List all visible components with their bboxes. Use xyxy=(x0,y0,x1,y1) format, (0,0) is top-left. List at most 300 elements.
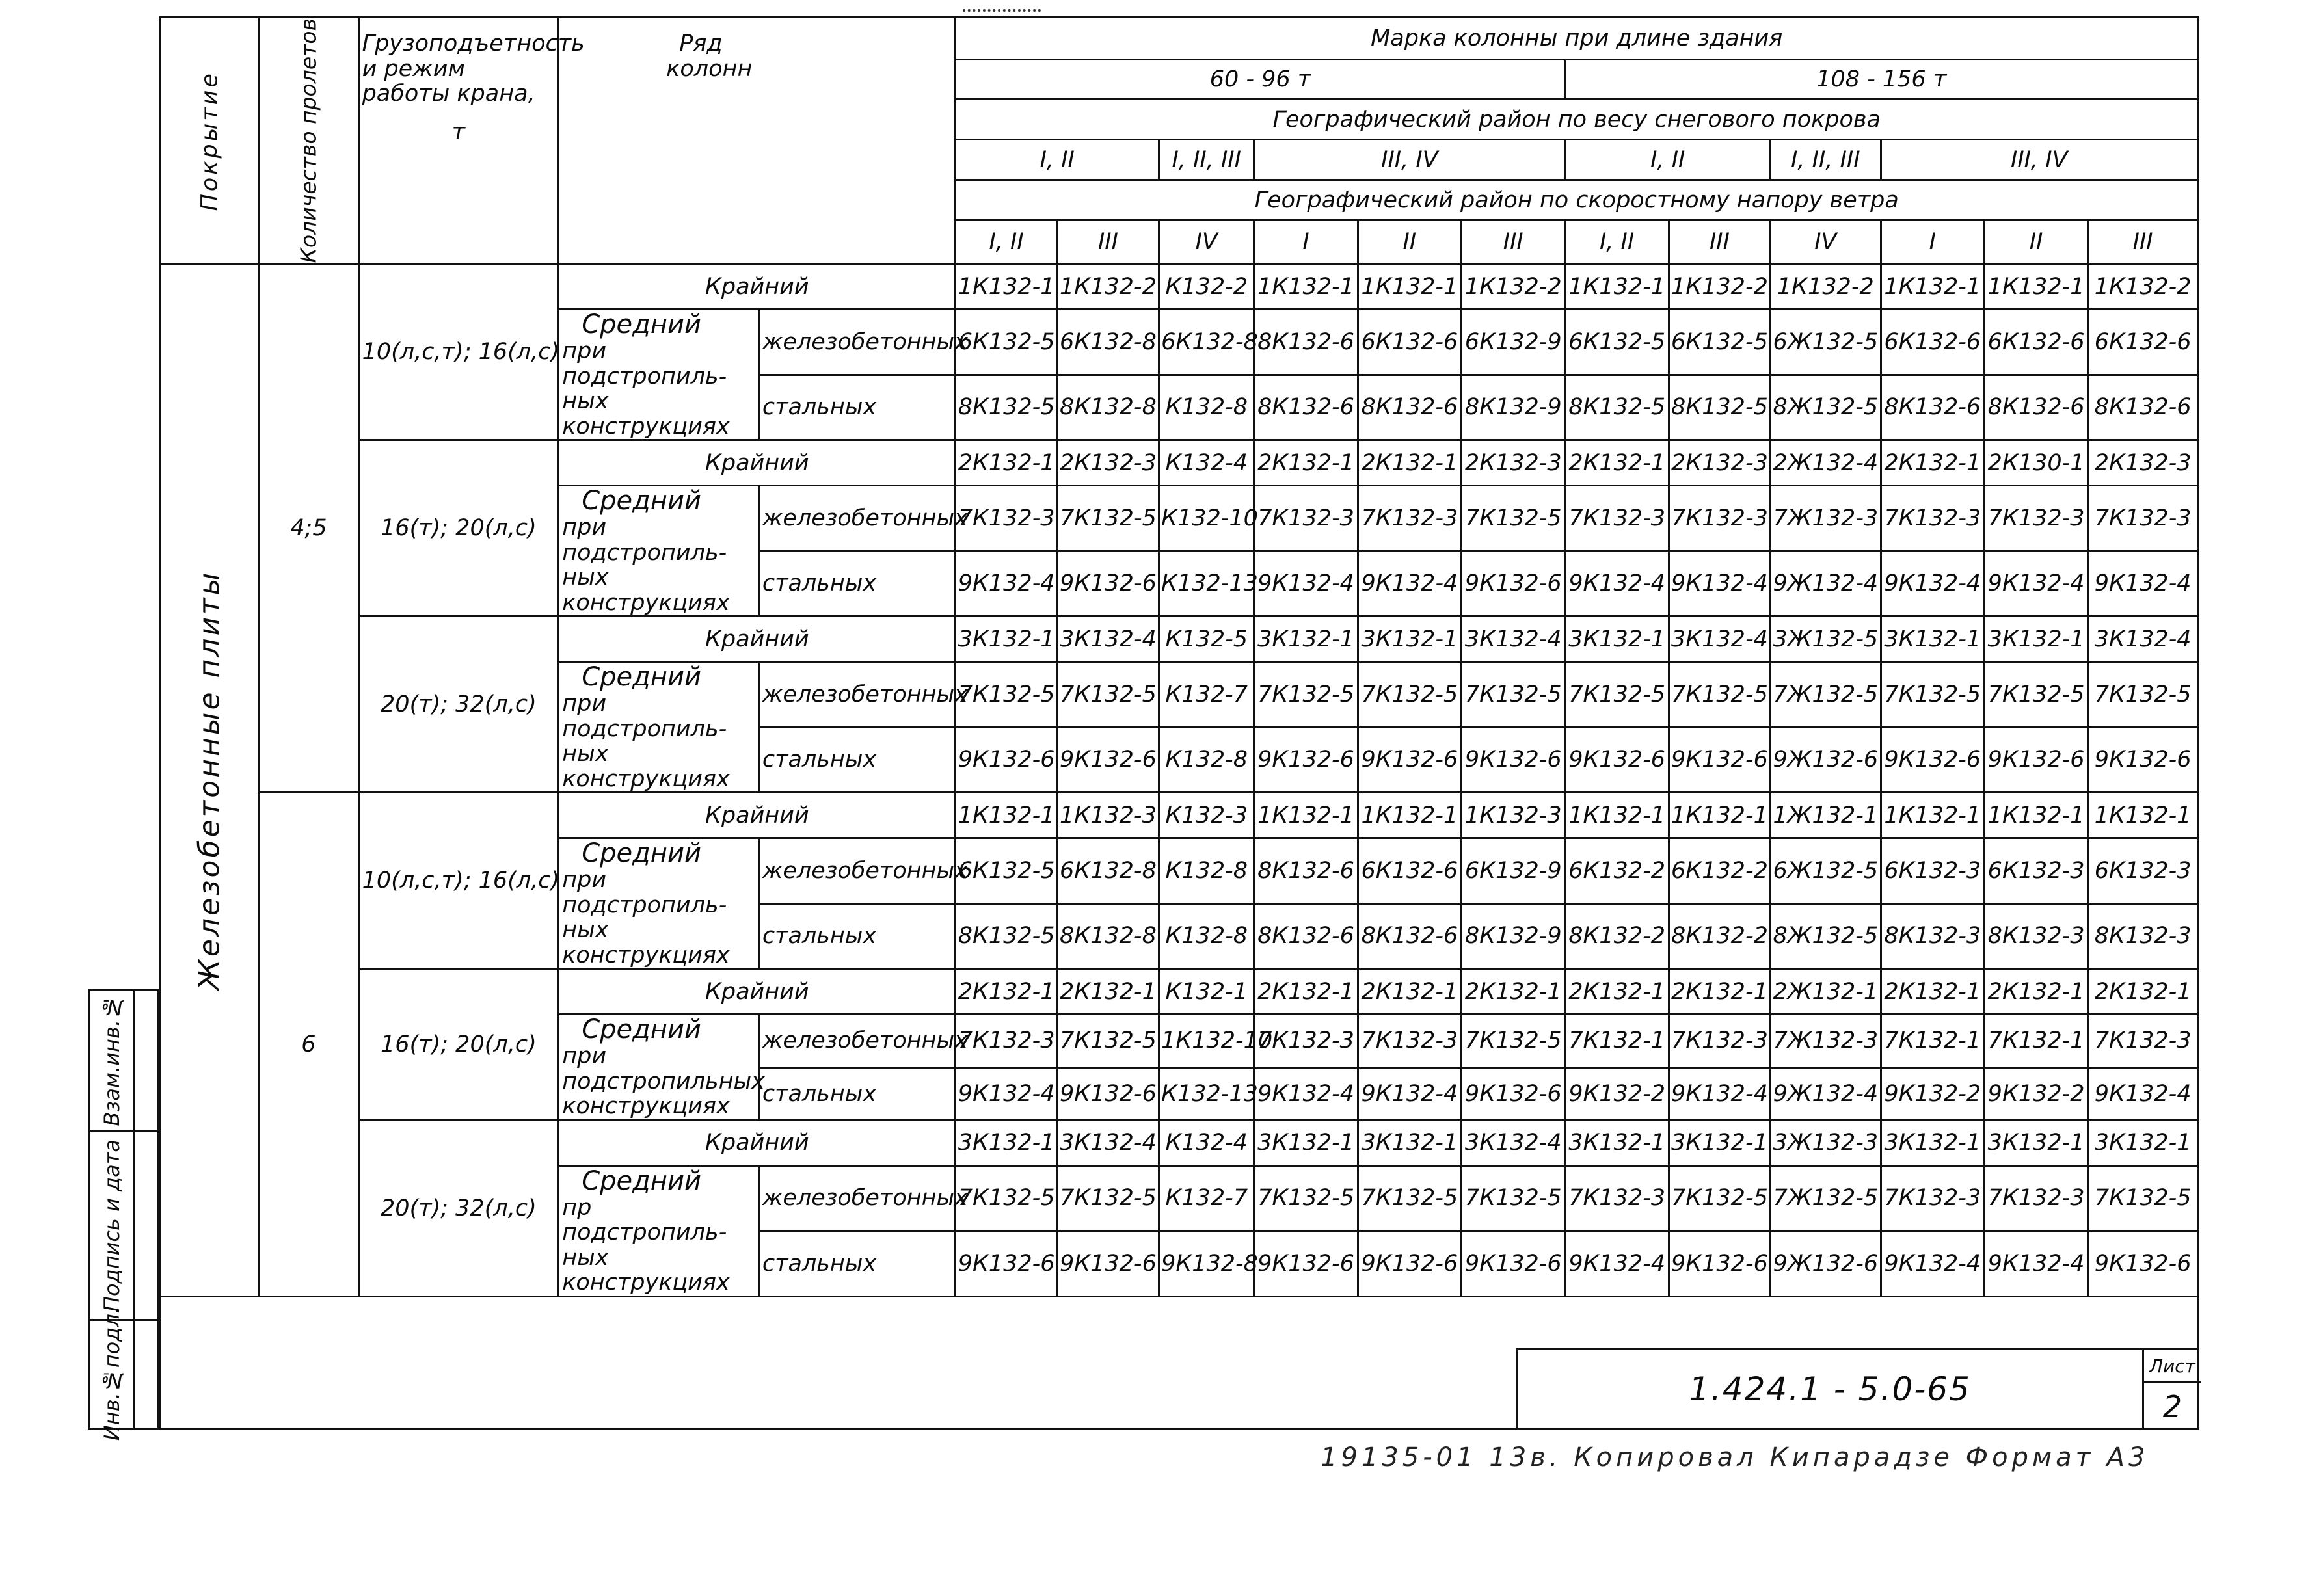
mark-krai-4: 1К132-1 xyxy=(1254,793,1358,838)
mark-zhb-8: 7К132-3 xyxy=(1669,1015,1770,1067)
sred-qualifier-1: пр подстропиль- xyxy=(562,1194,727,1246)
mark-zhb-5: 7К132-3 xyxy=(1358,486,1461,552)
mark-krai-10: 1К132-1 xyxy=(1881,264,1984,310)
mark-krai-4: 2К132-1 xyxy=(1254,440,1358,486)
stamp-inv xyxy=(90,1307,157,1441)
sred-label: Средний xyxy=(582,486,701,516)
header-wind-4: I xyxy=(1254,220,1358,264)
mark-krai-9: 1Ж132-1 xyxy=(1771,793,1881,838)
mark-stal-3: К132-13 xyxy=(1159,1067,1254,1120)
material-zhb: железобетонных xyxy=(758,1165,956,1231)
mark-krai-5: 3К132-1 xyxy=(1358,617,1461,662)
mark-krai-2: 2К132-1 xyxy=(1057,969,1159,1015)
mark-stal-10: 9К132-2 xyxy=(1881,1067,1984,1120)
mark-krai-1: 3К132-1 xyxy=(956,1120,1057,1165)
mark-stal-12: 9К132-6 xyxy=(2088,727,2198,793)
crane-capacity: 16(т); 20(л,с) xyxy=(358,440,559,617)
mark-stal-2: 9К132-6 xyxy=(1057,727,1159,793)
mark-stal-5: 9К132-4 xyxy=(1358,1067,1461,1120)
mark-zhb-12: 7К132-3 xyxy=(2088,1015,2198,1067)
mark-zhb-2: 7К132-5 xyxy=(1057,662,1159,728)
mark-zhb-7: 6К132-2 xyxy=(1565,838,1669,904)
mark-stal-12: 9К132-6 xyxy=(2088,1231,2198,1297)
sred-qualifier-2: ных конструкциях xyxy=(562,1244,730,1296)
footer-text: 19135-01 13в. Копировал Кипарадзе Формат А3 xyxy=(1321,1443,2149,1472)
mark-stal-3: К132-8 xyxy=(1159,727,1254,793)
mark-krai-7: 1К132-1 xyxy=(1565,264,1669,310)
mark-zhb-1: 7К132-3 xyxy=(956,486,1057,552)
mark-zhb-8: 7К132-5 xyxy=(1669,1165,1770,1231)
mark-stal-5: 9К132-6 xyxy=(1358,727,1461,793)
mark-zhb-7: 6К132-5 xyxy=(1565,310,1669,375)
mark-stal-11: 9К132-4 xyxy=(1984,551,2087,617)
mark-stal-10: 8К132-3 xyxy=(1881,903,1984,969)
mark-stal-7: 9К132-2 xyxy=(1565,1067,1669,1120)
header-wind-9: IV xyxy=(1771,220,1881,264)
mark-zhb-8: 6К132-5 xyxy=(1669,310,1770,375)
material-stal: стальных xyxy=(758,1067,956,1120)
mark-krai-1: 3К132-1 xyxy=(956,617,1057,662)
mark-krai-6: 2К132-1 xyxy=(1462,969,1565,1015)
mark-stal-7: 8К132-5 xyxy=(1565,375,1669,440)
mark-krai-7: 3К132-1 xyxy=(1565,617,1669,662)
mark-zhb-6: 7К132-5 xyxy=(1462,1015,1565,1067)
mark-zhb-12: 7К132-5 xyxy=(2088,1165,2198,1231)
mark-zhb-12: 7К132-3 xyxy=(2088,486,2198,552)
mark-zhb-1: 7К132-5 xyxy=(956,662,1057,728)
sheet-number: 2 xyxy=(2162,1389,2182,1424)
mark-zhb-8: 6К132-2 xyxy=(1669,838,1770,904)
sred-qualifier-2: конструкциях xyxy=(562,1093,730,1120)
header-snow-3: III, IV xyxy=(1254,140,1565,180)
stamp-podpis xyxy=(90,1132,157,1321)
header-ryad-line1: Ряд xyxy=(679,31,723,57)
mark-stal-6: 8К132-9 xyxy=(1462,375,1565,440)
row-label-sred xyxy=(559,486,759,617)
mark-stal-9: 8Ж132-5 xyxy=(1771,375,1881,440)
sred-qualifier-1: при подстропиль- xyxy=(562,691,727,742)
sred-qualifier-1: при подстропиль- xyxy=(562,338,727,390)
mark-zhb-4: 8К132-6 xyxy=(1254,838,1358,904)
mark-stal-9: 9Ж132-6 xyxy=(1771,1231,1881,1297)
mark-krai-5: 1К132-1 xyxy=(1358,793,1461,838)
stamp-inv-label: Инв.№подл. xyxy=(99,1307,124,1441)
header-length-60-96: 60 - 96 т xyxy=(956,59,1565,100)
mark-krai-8: 3К132-1 xyxy=(1669,1120,1770,1165)
mark-stal-11: 9К132-6 xyxy=(1984,727,2087,793)
mark-stal-6: 9К132-6 xyxy=(1462,727,1565,793)
mark-stal-1: 8К132-5 xyxy=(956,903,1057,969)
header-wind-3: IV xyxy=(1159,220,1254,264)
header-wind-10: I xyxy=(1881,220,1984,264)
header-gruz xyxy=(358,18,585,264)
mark-krai-4: 3К132-1 xyxy=(1254,617,1358,662)
mark-zhb-7: 7К132-5 xyxy=(1565,662,1669,728)
mark-stal-11: 9К132-2 xyxy=(1984,1067,2087,1120)
mark-zhb-8: 7К132-3 xyxy=(1669,486,1770,552)
mark-stal-11: 8К132-6 xyxy=(1984,375,2087,440)
mark-zhb-10: 6К132-3 xyxy=(1881,838,1984,904)
row-label-krai: Крайний xyxy=(559,440,956,486)
header-length-108-156: 108 - 156 т xyxy=(1565,59,2198,100)
stamp-vzam xyxy=(90,991,157,1132)
mark-zhb-5: 6К132-6 xyxy=(1358,310,1461,375)
mark-zhb-6: 7К132-5 xyxy=(1462,662,1565,728)
mark-zhb-5: 7К132-5 xyxy=(1358,662,1461,728)
mark-zhb-2: 6К132-8 xyxy=(1057,838,1159,904)
mark-stal-9: 9Ж132-4 xyxy=(1771,551,1881,617)
material-stal: стальных xyxy=(758,1231,956,1297)
mark-zhb-5: 7К132-3 xyxy=(1358,1015,1461,1067)
stamp-podpis-label: Подпись и дата xyxy=(99,1139,124,1312)
mark-zhb-3: К132-7 xyxy=(1159,662,1254,728)
crane-capacity: 10(л,с,т); 16(л,с) xyxy=(358,793,559,969)
mark-zhb-10: 7К132-3 xyxy=(1881,1165,1984,1231)
mark-zhb-12: 6К132-3 xyxy=(2088,838,2198,904)
mark-krai-5: 3К132-1 xyxy=(1358,1120,1461,1165)
mark-krai-8: 1К132-1 xyxy=(1669,793,1770,838)
mark-zhb-11: 6К132-3 xyxy=(1984,838,2087,904)
mark-zhb-11: 7К132-5 xyxy=(1984,662,2087,728)
header-wind-5: II xyxy=(1358,220,1461,264)
mark-stal-12: 8К132-6 xyxy=(2088,375,2198,440)
mark-krai-6: 3К132-4 xyxy=(1462,1120,1565,1165)
mark-krai-1: 1К132-1 xyxy=(956,264,1057,310)
mark-zhb-2: 7К132-5 xyxy=(1057,486,1159,552)
title-block xyxy=(1516,1348,2199,1430)
mark-stal-4: 9К132-4 xyxy=(1254,1067,1358,1120)
mark-zhb-10: 6К132-6 xyxy=(1881,310,1984,375)
mark-stal-8: 9К132-4 xyxy=(1669,551,1770,617)
mark-zhb-1: 6К132-5 xyxy=(956,310,1057,375)
material-zhb: железобетонных xyxy=(758,662,956,728)
header-wind-7: I, II xyxy=(1565,220,1669,264)
mark-krai-8: 2К132-1 xyxy=(1669,969,1770,1015)
header-gruz-line3: работы крана, xyxy=(362,81,535,107)
mark-krai-2: 2К132-3 xyxy=(1057,440,1159,486)
mark-krai-12: 1К132-1 xyxy=(2088,793,2198,838)
mark-stal-6: 9К132-6 xyxy=(1462,551,1565,617)
mark-krai-9: 3Ж132-3 xyxy=(1771,1120,1881,1165)
mark-zhb-9: 7Ж132-3 xyxy=(1771,1015,1881,1067)
mark-krai-2: 1К132-2 xyxy=(1057,264,1159,310)
mark-krai-11: 3К132-1 xyxy=(1984,617,2087,662)
mark-stal-8: 8К132-2 xyxy=(1669,903,1770,969)
mark-stal-4: 9К132-4 xyxy=(1254,551,1358,617)
mark-stal-8: 9К132-6 xyxy=(1669,1231,1770,1297)
header-wind-8: III xyxy=(1669,220,1770,264)
header-wind-11: II xyxy=(1984,220,2087,264)
material-stal: стальных xyxy=(758,727,956,793)
stamp-vzam-label: Взам.инв.№ xyxy=(99,994,124,1126)
header-wind-title: Географический район по скоростному напору ветра xyxy=(956,180,2198,220)
row-label-krai: Крайний xyxy=(559,264,956,310)
stamp-side xyxy=(88,989,159,1441)
mark-stal-9: 9Ж132-6 xyxy=(1771,727,1881,793)
header-wind-12: III xyxy=(2088,220,2198,264)
mark-stal-4: 9К132-6 xyxy=(1254,727,1358,793)
mark-krai-12: 2К132-3 xyxy=(2088,440,2198,486)
mark-zhb-2: 7К132-5 xyxy=(1057,1165,1159,1231)
sred-label: Средний xyxy=(582,838,701,869)
sred-qualifier-2: ных конструкциях xyxy=(562,565,730,616)
mark-krai-8: 1К132-2 xyxy=(1669,264,1770,310)
mark-stal-7: 9К132-4 xyxy=(1565,1231,1669,1297)
mark-krai-4: 1К132-1 xyxy=(1254,264,1358,310)
mark-stal-4: 8К132-6 xyxy=(1254,903,1358,969)
row-label-krai: Крайний xyxy=(559,793,956,838)
crane-capacity: 16(т); 20(л,с) xyxy=(358,969,559,1121)
mark-zhb-11: 7К132-1 xyxy=(1984,1015,2087,1067)
sred-qualifier-2: ных конструкциях xyxy=(562,388,730,440)
sheet-label: Лист xyxy=(2144,1350,2201,1383)
mark-stal-4: 9К132-6 xyxy=(1254,1231,1358,1297)
header-ryad-line2: колонн xyxy=(666,55,753,82)
mark-zhb-1: 7К132-5 xyxy=(956,1165,1057,1231)
top-mark xyxy=(963,9,1041,16)
mark-krai-12: 3К132-1 xyxy=(2088,1120,2198,1165)
mark-stal-3: К132-8 xyxy=(1159,903,1254,969)
crane-capacity: 20(т); 32(л,с) xyxy=(358,1120,559,1296)
mark-stal-1: 9К132-6 xyxy=(956,727,1057,793)
mark-zhb-3: К132-8 xyxy=(1159,838,1254,904)
mark-zhb-5: 6К132-6 xyxy=(1358,838,1461,904)
mark-stal-2: 8К132-8 xyxy=(1057,375,1159,440)
mark-krai-3: К132-4 xyxy=(1159,1120,1254,1165)
mark-stal-2: 8К132-8 xyxy=(1057,903,1159,969)
mark-krai-7: 2К132-1 xyxy=(1565,440,1669,486)
mark-zhb-8: 7К132-5 xyxy=(1669,662,1770,728)
mark-krai-3: К132-1 xyxy=(1159,969,1254,1015)
mark-zhb-9: 7Ж132-3 xyxy=(1771,486,1881,552)
header-wind-1: I, II xyxy=(956,220,1057,264)
mark-krai-9: 2Ж132-4 xyxy=(1771,440,1881,486)
mark-zhb-11: 7К132-3 xyxy=(1984,1165,2087,1231)
material-stal: стальных xyxy=(758,375,956,440)
mark-zhb-12: 6К132-6 xyxy=(2088,310,2198,375)
row-label-sred xyxy=(559,838,759,969)
mark-krai-9: 2Ж132-1 xyxy=(1771,969,1881,1015)
mark-zhb-3: К132-7 xyxy=(1159,1165,1254,1231)
mark-krai-7: 3К132-1 xyxy=(1565,1120,1669,1165)
mark-stal-12: 9К132-4 xyxy=(2088,1067,2198,1120)
mark-krai-12: 2К132-1 xyxy=(2088,969,2198,1015)
header-gruz-unit: т xyxy=(451,118,466,145)
mark-krai-3: К132-4 xyxy=(1159,440,1254,486)
header-pokrytie: Покрытие xyxy=(161,18,259,264)
mark-krai-3: К132-3 xyxy=(1159,793,1254,838)
mark-zhb-1: 7К132-3 xyxy=(956,1015,1057,1067)
mark-krai-5: 2К132-1 xyxy=(1358,440,1461,486)
mark-zhb-7: 7К132-3 xyxy=(1565,486,1669,552)
mark-krai-11: 3К132-1 xyxy=(1984,1120,2087,1165)
mark-krai-9: 3Ж132-5 xyxy=(1771,617,1881,662)
header-ryad xyxy=(559,18,956,264)
mark-zhb-4: 7К132-3 xyxy=(1254,486,1358,552)
mark-krai-11: 2К132-1 xyxy=(1984,969,2087,1015)
mark-zhb-4: 8К132-6 xyxy=(1254,310,1358,375)
header-snow-5: I, II, III xyxy=(1771,140,1881,180)
mark-zhb-9: 7Ж132-5 xyxy=(1771,662,1881,728)
mark-zhb-6: 6К132-9 xyxy=(1462,310,1565,375)
header-wind-6: III xyxy=(1462,220,1565,264)
mark-stal-8: 9К132-4 xyxy=(1669,1067,1770,1120)
mark-zhb-3: К132-10 xyxy=(1159,486,1254,552)
header-kolichestvo: Количество пролетов xyxy=(259,18,358,264)
mark-krai-6: 1К132-2 xyxy=(1462,264,1565,310)
mark-krai-6: 1К132-3 xyxy=(1462,793,1565,838)
sred-label: Средний xyxy=(582,310,701,340)
mark-stal-10: 8К132-6 xyxy=(1881,375,1984,440)
mark-stal-2: 9К132-6 xyxy=(1057,1067,1159,1120)
crane-capacity: 20(т); 32(л,с) xyxy=(358,617,559,793)
sred-qualifier-1: при подстропиль- xyxy=(562,514,727,566)
mark-stal-5: 8К132-6 xyxy=(1358,903,1461,969)
mark-stal-9: 9Ж132-4 xyxy=(1771,1067,1881,1120)
mark-zhb-3: 1К132-10 xyxy=(1159,1015,1254,1067)
mark-krai-2: 1К132-3 xyxy=(1057,793,1159,838)
mark-zhb-6: 7К132-5 xyxy=(1462,486,1565,552)
mark-stal-10: 9К132-6 xyxy=(1881,727,1984,793)
row-label-sred xyxy=(559,310,759,440)
mark-krai-8: 2К132-3 xyxy=(1669,440,1770,486)
mark-krai-10: 2К132-1 xyxy=(1881,969,1984,1015)
mark-krai-11: 1К132-1 xyxy=(1984,793,2087,838)
row-label-krai: Крайний xyxy=(559,969,956,1015)
stamp-podpis-label-box xyxy=(90,1132,135,1319)
mark-krai-4: 2К132-1 xyxy=(1254,969,1358,1015)
mark-zhb-7: 7К132-3 xyxy=(1565,1165,1669,1231)
mark-krai-3: К132-2 xyxy=(1159,264,1254,310)
mark-stal-5: 9К132-4 xyxy=(1358,551,1461,617)
mark-zhb-10: 7К132-5 xyxy=(1881,662,1984,728)
sred-label: Средний xyxy=(582,1015,701,1045)
mark-stal-5: 8К132-6 xyxy=(1358,375,1461,440)
header-gruz-line1: Грузоподъетность xyxy=(362,31,585,57)
sred-qualifier-2: ных конструкциях xyxy=(562,917,730,968)
mark-stal-9: 8Ж132-5 xyxy=(1771,903,1881,969)
sred-label: Средний xyxy=(582,662,701,693)
mark-stal-6: 9К132-6 xyxy=(1462,1231,1565,1297)
mark-zhb-2: 6К132-8 xyxy=(1057,310,1159,375)
header-snow-title: Географический район по весу снегового покрова xyxy=(956,100,2198,140)
mark-stal-7: 8К132-2 xyxy=(1565,903,1669,969)
mark-zhb-12: 7К132-5 xyxy=(2088,662,2198,728)
mark-krai-2: 3К132-4 xyxy=(1057,1120,1159,1165)
mark-zhb-9: 6Ж132-5 xyxy=(1771,838,1881,904)
crane-capacity: 10(л,с,т); 16(л,с) xyxy=(358,264,559,440)
mark-krai-5: 2К132-1 xyxy=(1358,969,1461,1015)
mark-stal-12: 9К132-4 xyxy=(2088,551,2198,617)
stamp-vzam-label-box xyxy=(90,991,135,1130)
mark-krai-1: 2К132-1 xyxy=(956,440,1057,486)
mark-krai-5: 1К132-1 xyxy=(1358,264,1461,310)
row-label-sred xyxy=(559,662,759,793)
stamp-inv-label-box xyxy=(90,1307,135,1441)
mark-stal-1: 9К132-4 xyxy=(956,1067,1057,1120)
mark-zhb-2: 7К132-5 xyxy=(1057,1015,1159,1067)
mark-stal-3: К132-8 xyxy=(1159,375,1254,440)
mark-krai-11: 2К130-1 xyxy=(1984,440,2087,486)
mark-zhb-3: 6К132-8 xyxy=(1159,310,1254,375)
header-marka: Марка колонны при длине здания xyxy=(956,18,2198,60)
mark-krai-1: 1К132-1 xyxy=(956,793,1057,838)
mark-krai-10: 3К132-1 xyxy=(1881,1120,1984,1165)
mark-krai-9: 1К132-2 xyxy=(1771,264,1881,310)
row-label-krai: Крайний xyxy=(559,617,956,662)
mark-zhb-9: 7Ж132-5 xyxy=(1771,1165,1881,1231)
material-zhb: железобетонных xyxy=(758,310,956,375)
mark-krai-8: 3К132-4 xyxy=(1669,617,1770,662)
material-zhb: железобетонных xyxy=(758,838,956,904)
mark-stal-2: 9К132-6 xyxy=(1057,551,1159,617)
roof-type: Железобетонные плиты xyxy=(161,264,259,1297)
mark-zhb-11: 6К132-6 xyxy=(1984,310,2087,375)
mark-zhb-7: 7К132-1 xyxy=(1565,1015,1669,1067)
sred-qualifier-1: при подстропильных xyxy=(562,1043,765,1095)
mark-krai-3: К132-5 xyxy=(1159,617,1254,662)
sred-qualifier-2: ных конструкциях xyxy=(562,741,730,792)
header-snow-1: I, II xyxy=(956,140,1159,180)
sred-label: Средний xyxy=(582,1165,701,1196)
header-snow-2: I, II, III xyxy=(1159,140,1254,180)
mark-zhb-5: 7К132-5 xyxy=(1358,1165,1461,1231)
mark-stal-10: 9К132-4 xyxy=(1881,1231,1984,1297)
document-code: 1.424.1 - 5.0-65 xyxy=(1518,1350,2144,1428)
mark-stal-1: 9К132-6 xyxy=(956,1231,1057,1297)
mark-zhb-10: 7К132-3 xyxy=(1881,486,1984,552)
mark-stal-4: 8К132-6 xyxy=(1254,375,1358,440)
row-label-krai: Крайний xyxy=(559,1120,956,1165)
mark-krai-12: 1К132-2 xyxy=(2088,264,2198,310)
spans-count: 4;5 xyxy=(259,264,358,793)
mark-stal-6: 8К132-9 xyxy=(1462,903,1565,969)
mark-krai-7: 2К132-1 xyxy=(1565,969,1669,1015)
mark-zhb-10: 7К132-1 xyxy=(1881,1015,1984,1067)
mark-stal-5: 9К132-6 xyxy=(1358,1231,1461,1297)
mark-stal-8: 9К132-6 xyxy=(1669,727,1770,793)
mark-zhb-9: 6Ж132-5 xyxy=(1771,310,1881,375)
mark-stal-6: 9К132-6 xyxy=(1462,1067,1565,1120)
mark-krai-10: 1К132-1 xyxy=(1881,793,1984,838)
mark-stal-11: 8К132-3 xyxy=(1984,903,2087,969)
mark-krai-11: 1К132-1 xyxy=(1984,264,2087,310)
mark-stal-8: 8К132-5 xyxy=(1669,375,1770,440)
mark-krai-6: 3К132-4 xyxy=(1462,617,1565,662)
mark-zhb-6: 7К132-5 xyxy=(1462,1165,1565,1231)
spans-count: 6 xyxy=(259,793,358,1297)
mark-stal-2: 9К132-6 xyxy=(1057,1231,1159,1297)
mark-stal-3: К132-13 xyxy=(1159,551,1254,617)
mark-krai-12: 3К132-4 xyxy=(2088,617,2198,662)
mark-zhb-4: 7К132-5 xyxy=(1254,662,1358,728)
header-snow-4: I, II xyxy=(1565,140,1771,180)
mark-zhb-11: 7К132-3 xyxy=(1984,486,2087,552)
mark-stal-12: 8К132-3 xyxy=(2088,903,2198,969)
mark-stal-1: 9К132-4 xyxy=(956,551,1057,617)
mark-krai-2: 3К132-4 xyxy=(1057,617,1159,662)
mark-zhb-4: 7К132-5 xyxy=(1254,1165,1358,1231)
mark-stal-10: 9К132-4 xyxy=(1881,551,1984,617)
mark-krai-6: 2К132-3 xyxy=(1462,440,1565,486)
header-snow-6: III, IV xyxy=(1881,140,2197,180)
mark-krai-10: 3К132-1 xyxy=(1881,617,1984,662)
header-gruz-line2: и режим xyxy=(362,55,465,82)
mark-stal-7: 9К132-6 xyxy=(1565,727,1669,793)
material-zhb: железобетонных xyxy=(758,486,956,552)
sred-qualifier-1: при подстропиль- xyxy=(562,867,727,918)
material-zhb: железобетонных xyxy=(758,1015,956,1067)
